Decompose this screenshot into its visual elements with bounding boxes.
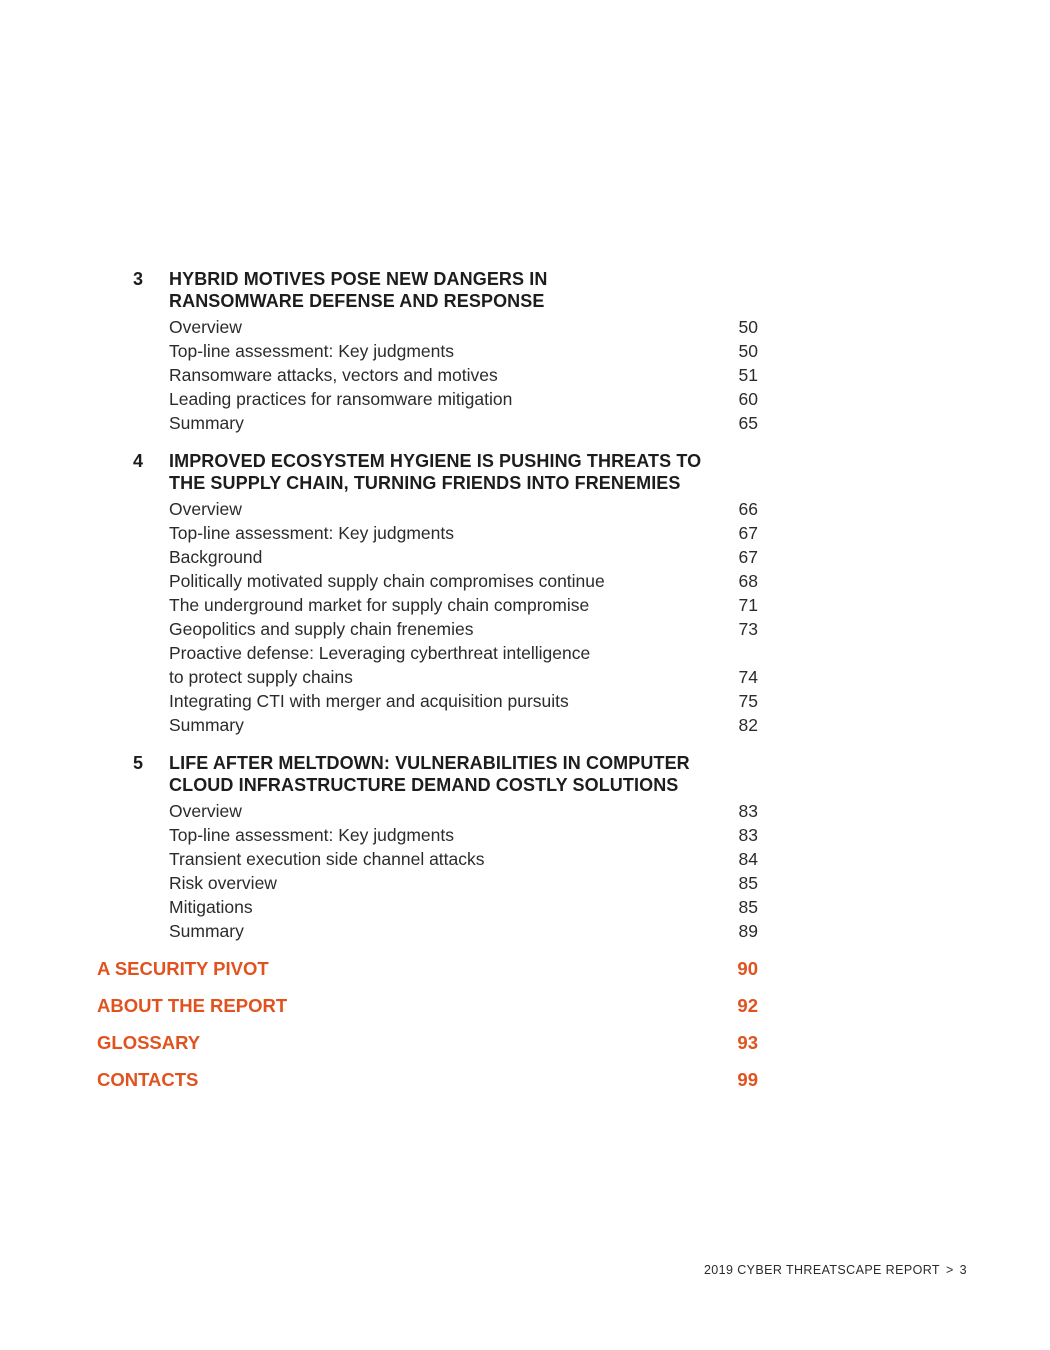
toc-entry[interactable] [169, 689, 758, 713]
toc-entry-page: 73 [738, 619, 758, 639]
toc-entry-label: Ransomware attacks, vectors and motives [169, 365, 498, 385]
toc-entry[interactable] [169, 919, 758, 943]
toc-entry-page: 84 [738, 849, 758, 869]
toc-entry-page: 65 [738, 413, 758, 433]
chapter-title-line: CLOUD INFRASTRUCTURE DEMAND COSTLY SOLUTIONS [169, 775, 679, 795]
toc-entry-label: Transient execution side channel attacks [169, 849, 485, 869]
toc-section-label: CONTACTS [97, 1069, 199, 1090]
chapter-number: 4 [133, 451, 144, 471]
chapter-list [97, 268, 758, 943]
toc-entry-label: Top-line assessment: Key judgments [169, 341, 454, 361]
toc-entry-label: Mitigations [169, 897, 253, 917]
section-list [97, 958, 758, 1091]
toc-entry-page: 75 [738, 691, 758, 711]
toc-entry-label: Leading practices for ransomware mitigation [169, 389, 513, 409]
chapter-number: 5 [133, 753, 144, 773]
toc-entry-page: 60 [738, 389, 758, 409]
toc-entry-label: Politically motivated supply chain compromises continue [169, 571, 605, 591]
toc-entry[interactable] [169, 847, 758, 871]
toc-section-page: 92 [737, 995, 758, 1016]
toc-entry-label: Summary [169, 921, 244, 941]
toc-entry[interactable] [169, 569, 758, 593]
toc-entry-label: Summary [169, 413, 244, 433]
chapter-title-line: RANSOMWARE DEFENSE AND RESPONSE [169, 291, 545, 311]
chapter-title[interactable] [169, 752, 758, 796]
toc-entry-page: 68 [738, 571, 758, 591]
toc-entry-page: 71 [738, 595, 758, 615]
toc-entry[interactable] [169, 617, 758, 641]
toc-entry-page: 89 [738, 921, 758, 941]
toc-entry-label: Risk overview [169, 873, 277, 893]
toc-section[interactable] [97, 995, 758, 1017]
toc-section[interactable] [97, 958, 758, 980]
toc-entry[interactable] [169, 411, 758, 435]
toc-entry[interactable] [169, 823, 758, 847]
toc-entry[interactable] [169, 521, 758, 545]
toc-entry-label: The underground market for supply chain compromise [169, 595, 590, 615]
toc-entry-label: Overview [169, 317, 242, 337]
toc-entry[interactable] [169, 713, 758, 737]
toc-entry-label: Integrating CTI with merger and acquisition pursuits [169, 691, 569, 711]
toc-section-label: ABOUT THE REPORT [97, 995, 288, 1016]
toc-entry-page: 85 [738, 897, 758, 917]
toc-section-page: 99 [737, 1069, 758, 1090]
toc-entry-label: Background [169, 547, 263, 567]
toc-entry-label: Summary [169, 715, 244, 735]
chapter-title-line: IMPROVED ECOSYSTEM HYGIENE IS PUSHING THREATS TO [169, 451, 702, 471]
toc-entry[interactable] [169, 363, 758, 387]
toc-entry-label: Top-line assessment: Key judgments [169, 523, 454, 543]
toc-section[interactable] [97, 1069, 758, 1091]
toc-entry[interactable] [169, 315, 758, 339]
toc-entry[interactable] [169, 545, 758, 569]
table-of-contents [97, 268, 758, 1106]
toc-section-page: 93 [737, 1032, 758, 1053]
chapter-title[interactable] [169, 450, 758, 494]
toc-entry-page: 51 [738, 365, 758, 385]
chapter-4 [97, 450, 758, 737]
toc-entry-label: Overview [169, 801, 242, 821]
toc-section-label: GLOSSARY [97, 1032, 201, 1053]
toc-entry[interactable] [169, 895, 758, 919]
toc-entry-page: 50 [738, 341, 758, 361]
toc-section[interactable] [97, 1032, 758, 1054]
toc-entry-label: Top-line assessment: Key judgments [169, 825, 454, 845]
toc-entry-page: 85 [738, 873, 758, 893]
toc-entry-page: 83 [738, 825, 758, 845]
chapter-title-line: LIFE AFTER MELTDOWN: VULNERABILITIES IN COMPUTER [169, 753, 690, 773]
toc-entry-label: Proactive defense: Leveraging cyberthreat intelligence to protect supply chains [169, 643, 591, 687]
toc-entry[interactable] [169, 339, 758, 363]
toc-entry-page: 50 [738, 317, 758, 337]
toc-section-page: 90 [737, 958, 758, 979]
toc-entry[interactable] [169, 387, 758, 411]
toc-entry-label: Geopolitics and supply chain frenemies [169, 619, 474, 639]
toc-entry[interactable] [169, 497, 758, 521]
toc-entry-page: 67 [738, 523, 758, 543]
chapter-title-line: THE SUPPLY CHAIN, TURNING FRIENDS INTO FRENEMIES [169, 473, 681, 493]
toc-section-label: A SECURITY PIVOT [97, 958, 269, 979]
toc-entry[interactable] [169, 871, 758, 895]
toc-entry-page: 82 [738, 715, 758, 735]
page-number: 3 [959, 1263, 967, 1277]
chapter-5 [97, 752, 758, 943]
toc-entry-page: 67 [738, 547, 758, 567]
chapter-3 [97, 268, 758, 435]
toc-entry-page: 66 [738, 499, 758, 519]
toc-entry[interactable] [169, 593, 758, 617]
toc-entry[interactable] [169, 799, 758, 823]
footer-separator: > [945, 1263, 954, 1277]
report-title: 2019 CYBER THREATSCAPE REPORT [703, 1263, 940, 1277]
toc-entry-page: 83 [738, 801, 758, 821]
toc-entry[interactable] [169, 641, 758, 689]
page-footer [704, 1263, 967, 1277]
chapter-title[interactable] [169, 268, 758, 312]
toc-entry-label: Overview [169, 499, 242, 519]
chapter-title-line: HYBRID MOTIVES POSE NEW DANGERS IN [169, 269, 548, 289]
toc-entry-page: 74 [738, 667, 758, 687]
chapter-number: 3 [133, 269, 144, 289]
